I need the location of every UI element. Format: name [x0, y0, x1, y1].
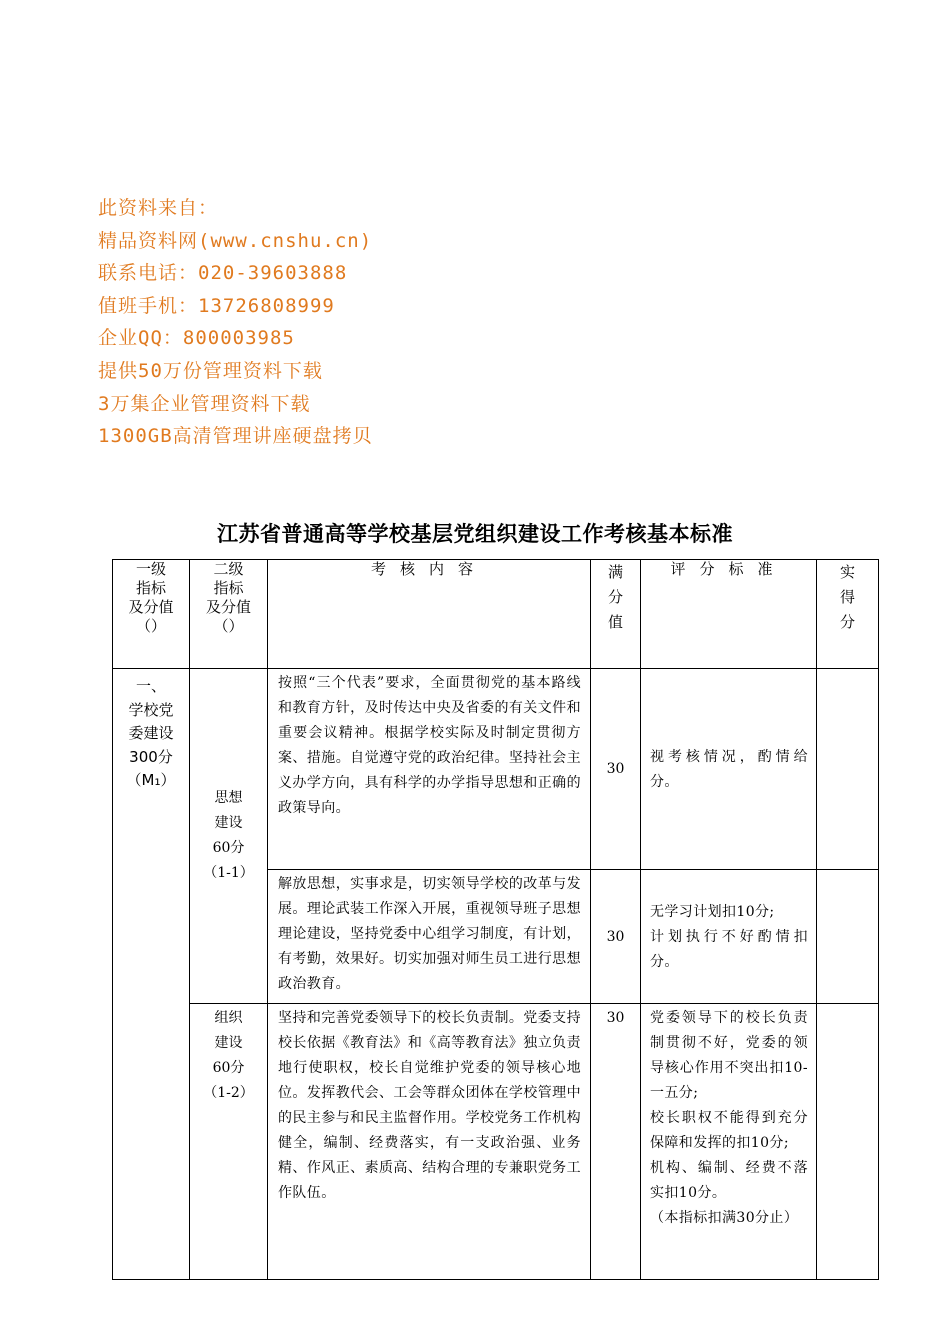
promo-line: 值班手机：13726808999 [98, 294, 335, 317]
level2-cell: 思想 建设 60分 （1-1） [190, 669, 268, 1004]
promo-block [98, 192, 373, 453]
promo-line: 企业QQ：800003985 [98, 327, 295, 350]
promo-line: 提供50万份管理资料下载 [98, 359, 323, 382]
document-title: 江苏省普通高等学校基层党组织建设工作考核基本标准 [217, 522, 733, 546]
standards-table [112, 559, 879, 1280]
criteria-cell: 党委领导下的校长负责制贯彻不好，党委的领导核心作用不突出扣10-一五分; 校长职权不能得到充分保障和发挥的扣10分; 机构、编制、经费不落实扣10分。 （本指标扣满30分止） [641, 1004, 817, 1280]
content-cell: 按照“三个代表”要求，全面贯彻党的基本路线和教育方针，及时传达中央及省委的有关文件和重要会议精神。根据学校实际及时制定贯彻方案、措施。自觉遵守党的政治纪律。坚持社会主义办学方向，具有科学的办学指导思想和正确的政策导向。 [268, 669, 591, 870]
full-score-cell: 30 [591, 669, 641, 870]
header-criteria: 评分标准 [641, 560, 817, 669]
header-row [113, 560, 879, 669]
content-cell: 坚持和完善党委领导下的校长负责制。党委支持校长依据《教育法》和《高等教育法》独立负责地行使职权，校长自觉维护党委的领导核心地位。发挥教代会、工会等群众团体在学校管理中的民主参与和民主监督作用。学校党务工作机构健全，编制、经费落实，有一支政治强、业务精、作风正、素质高、结构合理的专兼职党务工作队伍。 [268, 1004, 591, 1280]
criteria-cell: 视考核情况，酌情给分。 [641, 669, 817, 870]
full-score-cell: 30 [591, 870, 641, 1004]
header-actual-score: 实 得 分 [817, 560, 879, 669]
table-row [113, 669, 879, 870]
promo-line: 此资料来自： [98, 197, 219, 219]
level1-cell: 一、 学校党 委建设 300分 （M₁） [113, 669, 190, 1280]
full-score-cell: 30 [591, 1004, 641, 1280]
promo-line: 1300GB高清管理讲座硬盘拷贝 [98, 425, 373, 448]
criteria-cell: 无学习计划扣10分; 计划执行不好酌情扣分。 [641, 870, 817, 1004]
level2-cell: 组织 建设 60分 （1-2） [190, 1004, 268, 1280]
header-full-score: 满 分 值 [591, 560, 641, 669]
content-cell: 解放思想，实事求是，切实领导学校的改革与发展。理论武装工作深入开展，重视领导班子思想理论建设，坚持党委中心组学习制度，有计划，有考勤，效果好。切实加强对师生员工进行思想政治教育。 [268, 870, 591, 1004]
actual-score-cell [817, 1004, 879, 1280]
header-level2: 二级 指标 及分值 （） [190, 560, 268, 669]
promo-line: 联系电话：020-39603888 [98, 262, 348, 285]
promo-line: 精品资料网(www.cnshu.cn) [98, 229, 373, 252]
header-content: 考核内容 [268, 560, 591, 669]
promo-line: 3万集企业管理资料下载 [98, 392, 311, 415]
table-row [113, 1004, 879, 1280]
actual-score-cell [817, 669, 879, 870]
actual-score-cell [817, 870, 879, 1004]
header-level1: 一级 指标 及分值 （） [113, 560, 190, 669]
